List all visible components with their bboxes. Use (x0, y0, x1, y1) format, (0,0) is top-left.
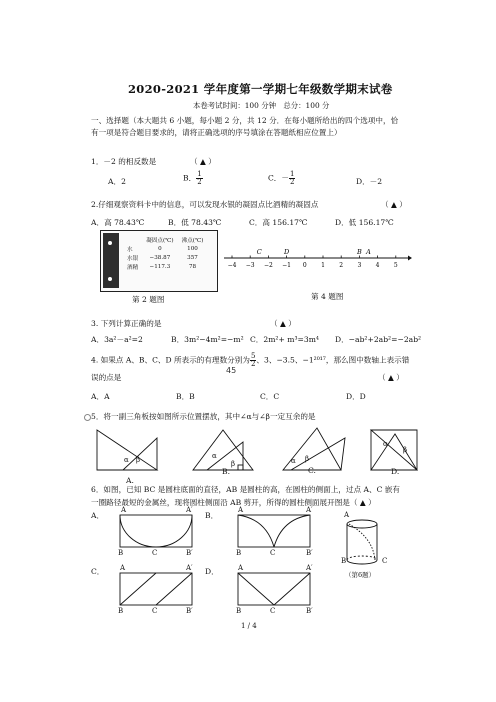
table-cell: 78 (188, 263, 197, 270)
table-row (123, 253, 207, 262)
q6d-pt-b2: B′ (306, 607, 313, 615)
curve-left (238, 515, 274, 547)
page-number: 1 / 4 (241, 622, 257, 630)
binding-hole-mark (84, 414, 91, 421)
set-square-small (371, 434, 417, 470)
table-row (123, 262, 207, 271)
q6d-pt-c: C (270, 607, 276, 615)
table-cell: 0 (158, 245, 162, 252)
q6a-pt-a2: A′ (186, 506, 193, 514)
q1-c-denominator: 2 (290, 178, 295, 186)
table-cell: 酒精 (127, 264, 139, 271)
cyl-pt-a: A (344, 511, 350, 519)
set-square-large (97, 430, 157, 470)
wire-path (349, 524, 375, 560)
page-title: 2020-2021 学年度第一学期七年级数学期末试卷 (128, 82, 393, 96)
q6b-pt-a: A (238, 506, 244, 514)
fig4-caption: 第 4 题图 (311, 292, 344, 301)
tick-label: 4 (375, 262, 380, 269)
q6d-pt-a2: A′ (306, 564, 313, 572)
q5-a-alpha: α (124, 456, 129, 464)
q6b-pt-c: C (270, 549, 276, 557)
q1-option-b-prefix: B． (183, 173, 197, 183)
tick-label: −3 (245, 262, 255, 269)
q4-stem-line2: 误的点是 (91, 373, 122, 382)
q6a-pt-c: C (152, 549, 158, 557)
q6-line1: 6．如图，已知 BC 是圆柱底面的直径，AB 是圆柱的高，在圆柱的侧面上，过点 A、C 嵌有 (91, 485, 400, 494)
q2-option-b: B．低 78.43℃ (168, 218, 222, 227)
q1-option-c (268, 171, 295, 186)
q6-line2: 一圈路径最短的金属丝，现将圆柱侧面沿 AB 剪开，所得的圆柱侧面展开图是（ ▲ ） (91, 498, 376, 507)
cyl-pt-c: C (382, 557, 388, 565)
q4-frac-denominator: 2 (250, 360, 256, 368)
q6-option-c-label: C． (91, 567, 105, 576)
q6d-pt-a: A (238, 564, 244, 572)
q5-label-c: C. (308, 466, 316, 475)
q5-figure-a (97, 430, 157, 470)
q5-figure-b (193, 430, 253, 470)
q6-figure-a (118, 513, 194, 549)
table-cell: 357 (187, 254, 198, 261)
fig2-table (123, 235, 207, 271)
q6c-pt-a2: A′ (186, 564, 193, 572)
card-hole-top (108, 241, 112, 245)
tick-label: 0 (302, 262, 307, 269)
q5-b-beta: β (231, 460, 236, 468)
q2-option-d: D．低 156.17℃ (335, 218, 394, 227)
cyl-pt-b: B (341, 557, 347, 565)
q3-option-a: A．3a²－a²=2 (91, 335, 143, 344)
table-cell: 100 (187, 245, 198, 252)
q5-d-alpha: α (383, 440, 388, 448)
q3-mark: （ ▲ ） (270, 319, 296, 328)
card-hole-bottom (108, 277, 112, 281)
tick-label: 5 (393, 262, 398, 269)
q6a-pt-a: A (121, 506, 127, 514)
q5-label-a: A. (126, 476, 134, 485)
q1-option-b-fraction (196, 171, 202, 186)
q5-figures (95, 424, 420, 476)
q1-option-a: A．2 (108, 177, 126, 186)
point-letter-a: A (366, 248, 371, 256)
thermometer-image (103, 233, 119, 288)
q4-option-b: B．B (176, 392, 195, 401)
q3-option-d: D．−ab²+2ab²=−2ab² (335, 335, 422, 344)
q6-figure-d (236, 571, 312, 607)
q6-figure-b (236, 513, 312, 549)
q3-stem: 3. 下列计算正确的是 (91, 319, 162, 328)
tick-label: 1 (321, 262, 325, 269)
tick-label: −2 (263, 262, 273, 269)
fig2-caption: 第 2 题图 (132, 295, 165, 304)
fig2-data-card (100, 230, 218, 292)
q1-b-numerator: 1 (197, 170, 202, 178)
table-cell: 水银 (127, 255, 139, 262)
point-letter-d: D (283, 248, 290, 256)
q6c-pt-a: A (120, 564, 126, 572)
section-heading-line2: 有一项是符合题目要求的，请将正确选项的序号填涂在答题纸相应位置上） (91, 128, 342, 137)
q5-figure-d (371, 430, 417, 470)
axis-arrow (408, 256, 412, 261)
q6b-pt-b: B (236, 549, 242, 557)
q6-option-d-label: D． (205, 567, 219, 576)
semicircle-path (120, 515, 192, 547)
q2-option-c: C．高 156.17℃ (249, 218, 308, 227)
fig2-header-cell: 凝固点(℃) (146, 237, 174, 244)
q6b-pt-a2: A′ (306, 506, 313, 514)
tick-label: −4 (227, 262, 237, 269)
q5-d-beta: β (403, 446, 408, 454)
q3-option-b: B．3m²−4m²=−m² (171, 335, 244, 344)
curve-right (274, 515, 310, 547)
q6a-pt-b: B (118, 549, 124, 557)
q5-label-b: B. (222, 467, 230, 476)
fig2-header-cell (123, 235, 142, 244)
q1-stem: 1．－2 的相反数是 (91, 157, 157, 166)
q6-option-b-label: B． (205, 511, 219, 520)
tick-label: −1 (282, 262, 292, 269)
q3-option-c: C．2m²+ m³=3m⁴ (250, 335, 319, 344)
point-letter-b: B (357, 248, 362, 256)
q5-a-beta: β (136, 456, 141, 464)
q5-c-beta: β (305, 455, 310, 463)
q1-c-numerator: 1 (290, 170, 295, 178)
q6a-pt-b2: B′ (186, 549, 193, 557)
q6-cylinder (343, 518, 381, 568)
q1-option-c-prefix: C．－ (268, 173, 289, 183)
right-angle-mark (238, 465, 243, 470)
set-square-small (291, 438, 345, 470)
table-cell: −117.3 (149, 263, 171, 270)
q6c-pt-b2: B′ (186, 607, 193, 615)
table-cell: 水 (127, 246, 133, 253)
section-heading-line1: 一、选择题（本大题共 6 小题，每小题 2 分，共 12 分．在每小题所给出的四个选项中，恰 (91, 116, 399, 125)
set-square-large (193, 430, 253, 470)
q6b-pt-b2: B′ (306, 549, 313, 557)
exam-info: 本卷考试时间：100 分钟 总分：100 分 (193, 101, 330, 110)
q4-handwritten-note: 45 (226, 366, 237, 375)
q1-option-b (183, 171, 203, 186)
q6-cylinder-caption: （第6题） (345, 571, 376, 579)
q4-option-c: C．C (260, 392, 280, 401)
q5-label-d: D. (391, 467, 400, 476)
q6-option-a-label: A． (91, 511, 105, 520)
q1-option-c-fraction (289, 171, 295, 186)
q2-stem: 2.仔细观察资料卡中的信息，可以发现水银的凝固点比酒精的凝固点 (91, 200, 319, 209)
q2-option-a: A．高 78.43℃ (91, 218, 145, 227)
set-square-small (123, 438, 157, 470)
q5-b-alpha: α (212, 452, 217, 460)
q1-mark: （ ▲ ） (190, 157, 216, 166)
q4-option-d: D．D (346, 392, 366, 401)
q2-mark: （ ▲ ） (381, 200, 407, 209)
q4-stem-part2: 、3、−3.5、−1²⁰¹⁷，那么图中数轴上表示错 (256, 355, 410, 365)
table-row (123, 244, 207, 253)
point-letter-c: C (256, 248, 262, 256)
fig2-header-cell: 沸点(℃) (181, 237, 204, 244)
fig2-header-row (123, 235, 207, 244)
q1-option-d: D．－2 (356, 177, 383, 186)
q5-stem: 5．将一副三角板按如图所示位置摆放，其中∠α与∠β一定互余的是 (91, 412, 316, 421)
q4-mark: （ ▲ ） (378, 373, 404, 382)
table-cell: −38.87 (149, 254, 171, 261)
q6d-pt-b: B (236, 607, 242, 615)
q4-frac-numerator: 5 (250, 352, 256, 360)
q6c-pt-c: C (152, 607, 158, 615)
q6c-pt-b: B (118, 607, 124, 615)
q4-stem (91, 353, 409, 368)
fig4-number-line (222, 244, 412, 274)
tick-label: 3 (357, 262, 362, 269)
q5-c-alpha: α (291, 457, 296, 465)
q4-option-a: A．A (91, 392, 110, 401)
q4-stem-part1: 4. 如果点 A、B、C、D 所表示的有理数分别为 (91, 355, 250, 365)
tick-label: 2 (339, 262, 344, 269)
q1-b-denominator: 2 (197, 178, 202, 186)
q6-figure-c (118, 571, 194, 607)
